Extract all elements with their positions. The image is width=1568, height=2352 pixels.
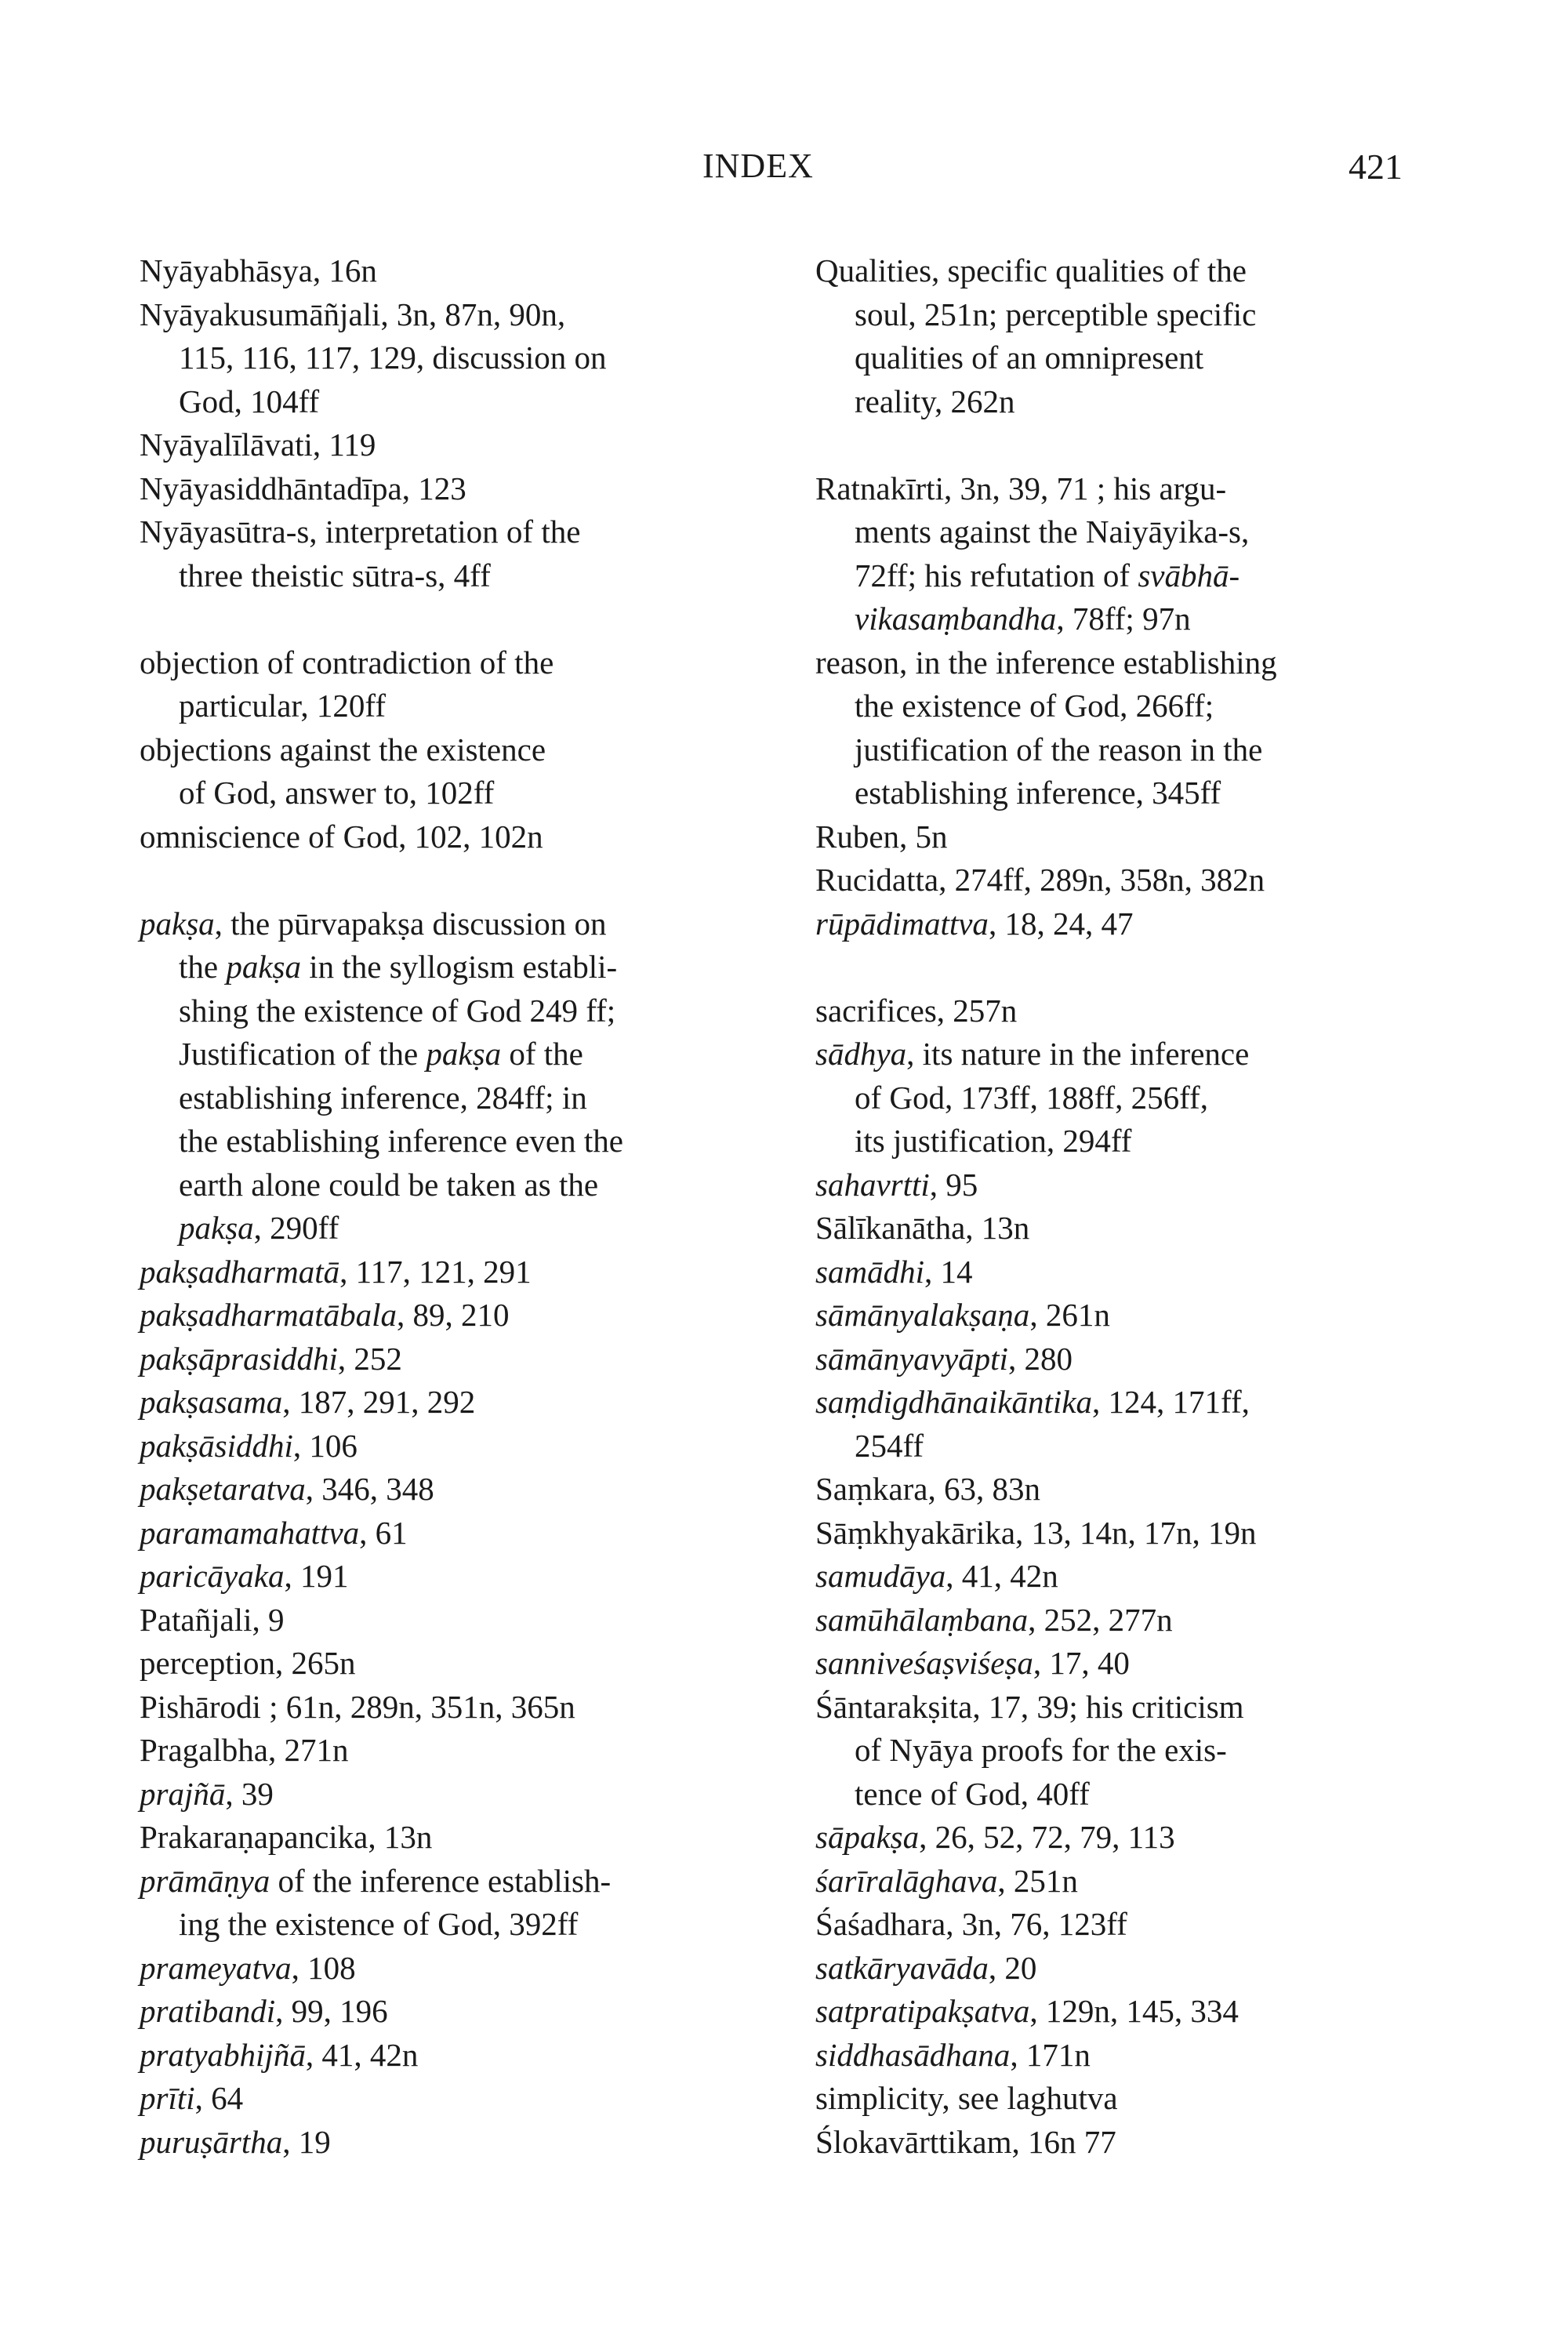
entry-text: , 14 bbox=[924, 1253, 973, 1290]
index-term: svābhā- bbox=[1138, 557, 1240, 593]
index-term: pakṣāprasiddhi bbox=[140, 1340, 338, 1377]
entry-text: reality, 262n bbox=[855, 383, 1015, 419]
running-head bbox=[0, 146, 1568, 193]
entry-text: , 61 bbox=[359, 1514, 408, 1551]
index-entry bbox=[140, 1642, 767, 1686]
entry-text: ments against the Naiyāyika-s, bbox=[855, 514, 1250, 550]
entry-text: , 41, 42n bbox=[305, 2036, 419, 2073]
index-entry bbox=[140, 2034, 767, 2078]
entry-text: , 78ff; 97n bbox=[1056, 601, 1191, 637]
entry-text: of the bbox=[501, 1036, 583, 1072]
entry-text: qualities of an omnipresent bbox=[855, 339, 1204, 376]
index-term: sahavrtti bbox=[815, 1166, 930, 1203]
entry-text: , 191 bbox=[284, 1558, 349, 1594]
index-term: pakṣa bbox=[179, 1210, 254, 1246]
index-term: sāmānyalakṣaṇa bbox=[815, 1297, 1030, 1333]
index-entry bbox=[140, 1729, 767, 1773]
index-entry bbox=[815, 1990, 1443, 2034]
entry-text: , 106 bbox=[292, 1427, 358, 1464]
entry-text: reason, in the inference establishing bbox=[815, 644, 1277, 681]
entry-text: Pragalbha, 271n bbox=[140, 1732, 349, 1768]
index-entry bbox=[140, 902, 767, 1250]
entry-text: Patañjali, 9 bbox=[140, 1601, 285, 1638]
index-entry bbox=[815, 1250, 1443, 1294]
entry-text: of Nyāya proofs for the exis- bbox=[855, 1732, 1227, 1768]
section-gap bbox=[140, 597, 767, 641]
entry-text: , 187, 291, 292 bbox=[282, 1384, 476, 1420]
entry-text: , 129n, 145, 334 bbox=[1029, 1993, 1239, 2029]
index-entry bbox=[815, 1381, 1443, 1468]
section-gap bbox=[815, 423, 1443, 467]
entry-text: the bbox=[179, 949, 227, 985]
index-entry bbox=[815, 2034, 1443, 2078]
index-entry bbox=[815, 2121, 1443, 2165]
entry-text: Nyāyasūtra-s, interpretation of the bbox=[140, 514, 581, 550]
entry-text: shing the existence of God 249 ff; bbox=[179, 992, 616, 1029]
index-entry bbox=[140, 1294, 767, 1338]
entry-text: , 261n bbox=[1029, 1297, 1110, 1333]
index-entry bbox=[140, 467, 767, 511]
entry-text: Sālīkanātha, 13n bbox=[815, 1210, 1030, 1246]
index-term: pakṣadharmatābala bbox=[140, 1297, 397, 1333]
index-term: pakṣa bbox=[140, 905, 215, 942]
entry-text: , 19 bbox=[282, 2123, 331, 2160]
index-entry bbox=[140, 641, 767, 728]
entry-text: soul, 251n; perceptible specific bbox=[855, 296, 1257, 332]
index-entry bbox=[815, 1686, 1443, 1817]
entry-text: , 99, 196 bbox=[275, 1993, 388, 2029]
entry-text: 72ff; his refutation of bbox=[855, 557, 1138, 593]
entry-text: Ratnakīrti, 3n, 39, 71 ; his argu- bbox=[815, 470, 1227, 506]
index-term: rūpādimattva bbox=[815, 905, 989, 942]
entry-text: Nyāyakusumāñjali, 3n, 87n, 90n, bbox=[140, 296, 566, 332]
entry-text: Sāṃkhyakārika, 13, 14n, 17n, 19n bbox=[815, 1514, 1257, 1551]
index-term: pakṣadharmatā bbox=[140, 1253, 340, 1290]
entry-text: 254ff bbox=[855, 1427, 924, 1464]
index-entry bbox=[815, 1555, 1443, 1599]
index-entry bbox=[815, 1163, 1443, 1207]
index-term: sādhya bbox=[815, 1036, 907, 1072]
entry-text: , 89, 210 bbox=[397, 1297, 510, 1333]
entry-text: , 39 bbox=[225, 1775, 274, 1812]
entry-text: in the syllogism establi- bbox=[301, 949, 618, 985]
index-entry bbox=[140, 2077, 767, 2121]
index-term: samudāya bbox=[815, 1558, 946, 1594]
index-entry bbox=[140, 1686, 767, 1730]
index-entry bbox=[815, 1860, 1443, 1904]
index-entry bbox=[140, 1555, 767, 1599]
page-number: 421 bbox=[1348, 147, 1403, 187]
entry-text: , 252 bbox=[337, 1340, 402, 1377]
entry-text: , 290ff bbox=[253, 1210, 339, 1246]
index-term: satkāryavāda bbox=[815, 1949, 989, 1986]
index-entry bbox=[140, 1250, 767, 1294]
index-term: paramamahattva bbox=[140, 1514, 360, 1551]
index-entry bbox=[815, 1033, 1443, 1163]
index-entry bbox=[140, 728, 767, 815]
entry-text: three theistic sūtra-s, 4ff bbox=[179, 557, 491, 593]
entry-text: objection of contradiction of the bbox=[140, 644, 554, 681]
index-term: pakṣetaratva bbox=[140, 1471, 306, 1507]
index-term: sanniveśaṣviśeṣa bbox=[815, 1645, 1033, 1681]
index-entry bbox=[815, 249, 1443, 423]
entry-text: Rucidatta, 274ff, 289n, 358n, 382n bbox=[815, 862, 1265, 898]
entry-text: of God, answer to, 102ff bbox=[179, 775, 495, 811]
index-term: samūhālaṃbana bbox=[815, 1601, 1029, 1638]
entry-text: Ruben, 5n bbox=[815, 818, 948, 855]
index-term: sāpakṣa bbox=[815, 1819, 920, 1855]
index-entry bbox=[140, 2121, 767, 2165]
entry-text: Prakaraṇapancika, 13n bbox=[140, 1819, 433, 1855]
entry-text: , 20 bbox=[988, 1949, 1037, 1986]
entry-text: , 171n bbox=[1010, 2036, 1091, 2073]
index-entry bbox=[815, 989, 1443, 1033]
index-entry bbox=[140, 1947, 767, 1991]
index-term: satpratipakṣatva bbox=[815, 1993, 1030, 2029]
entry-text: establishing inference, 284ff; in bbox=[179, 1079, 587, 1116]
entry-text: , 64 bbox=[194, 2080, 244, 2116]
index-entry bbox=[815, 902, 1443, 946]
index-entry bbox=[140, 1425, 767, 1468]
index-entry bbox=[815, 1642, 1443, 1686]
index-entry bbox=[140, 1816, 767, 1860]
entry-text: , 18, 24, 47 bbox=[988, 905, 1134, 942]
index-term: siddhasādhana bbox=[815, 2036, 1011, 2073]
entry-text: simplicity, see laghutva bbox=[815, 2080, 1118, 2116]
page-title: INDEX bbox=[702, 147, 814, 185]
index-entry bbox=[140, 1512, 767, 1555]
entry-text: God, 104ff bbox=[179, 383, 320, 419]
entry-text: justification of the reason in the bbox=[855, 731, 1263, 768]
entry-text: establishing inference, 345ff bbox=[855, 775, 1221, 811]
index-term: vikasaṃbandha bbox=[855, 601, 1057, 637]
index-entry bbox=[815, 1947, 1443, 1991]
section-gap bbox=[140, 858, 767, 902]
entry-text: 115, 116, 117, 129, discussion on bbox=[179, 339, 607, 376]
index-term: pakṣasama bbox=[140, 1384, 283, 1420]
entry-text: objections against the existence bbox=[140, 731, 546, 768]
index-entry bbox=[140, 815, 767, 859]
entry-text: Saṃkara, 63, 83n bbox=[815, 1471, 1040, 1507]
index-entry bbox=[815, 1599, 1443, 1642]
index-term: prajñā bbox=[140, 1775, 226, 1812]
index-term: puruṣārtha bbox=[140, 2123, 283, 2160]
entry-text: tence of God, 40ff bbox=[855, 1775, 1090, 1812]
index-entry bbox=[815, 467, 1443, 641]
entry-text: , 124, 171ff, bbox=[1092, 1384, 1250, 1420]
entry-text: , 41, 42n bbox=[946, 1558, 1058, 1594]
index-entry bbox=[140, 1599, 767, 1642]
index-term: pakṣāsiddhi bbox=[140, 1427, 293, 1464]
index-entry bbox=[815, 1207, 1443, 1250]
entry-text: perception, 265n bbox=[140, 1645, 356, 1681]
entry-text: Nyāyasiddhāntadīpa, 123 bbox=[140, 470, 466, 506]
index-entry bbox=[815, 2077, 1443, 2121]
index-term: paricāyaka bbox=[140, 1558, 285, 1594]
index-term: prīti bbox=[140, 2080, 195, 2116]
index-term: pratyabhijñā bbox=[140, 2036, 306, 2073]
index-entry bbox=[815, 1468, 1443, 1512]
entry-text: the establishing inference even the bbox=[179, 1123, 623, 1159]
index-entry bbox=[140, 1338, 767, 1381]
index-entry bbox=[140, 510, 767, 597]
entry-text: Nyāyalīlāvati, 119 bbox=[140, 426, 376, 463]
entry-text: Śāntarakṣita, 17, 39; his criticism bbox=[815, 1688, 1244, 1725]
index-term: sāmānyavyāpti bbox=[815, 1340, 1008, 1377]
index-entry bbox=[815, 1338, 1443, 1381]
entry-text: , 280 bbox=[1007, 1340, 1073, 1377]
entry-text: earth alone could be taken as the bbox=[179, 1166, 599, 1203]
entry-text: , the pūrvapakṣa discussion on bbox=[214, 905, 607, 942]
entry-text: the existence of God, 266ff; bbox=[855, 688, 1214, 724]
entry-text: omniscience of God, 102, 102n bbox=[140, 818, 543, 855]
index-entry bbox=[140, 293, 767, 424]
entry-text: Justification of the bbox=[179, 1036, 426, 1072]
entry-text: its justification, 294ff bbox=[855, 1123, 1132, 1159]
index-entry bbox=[140, 249, 767, 293]
index-entry bbox=[815, 858, 1443, 902]
entry-text: Śaśadhara, 3n, 76, 123ff bbox=[815, 1906, 1127, 1942]
index-term: śarīralāghava bbox=[815, 1862, 998, 1899]
index-entry bbox=[815, 1294, 1443, 1338]
entry-text: , 251n bbox=[997, 1862, 1078, 1899]
index-term: saṃdigdhānaikāntika bbox=[815, 1384, 1093, 1420]
entry-text: , its nature in the inference bbox=[906, 1036, 1250, 1072]
entry-text: , 26, 52, 72, 79, 113 bbox=[919, 1819, 1175, 1855]
entry-text: particular, 120ff bbox=[179, 688, 386, 724]
entry-text: Nyāyabhāsya, 16n bbox=[140, 252, 377, 289]
entry-text: of the inference establish- bbox=[270, 1862, 612, 1899]
index-entry bbox=[815, 641, 1443, 815]
index-entry bbox=[140, 423, 767, 467]
index-entry bbox=[140, 1773, 767, 1817]
entry-text: ing the existence of God, 392ff bbox=[179, 1906, 579, 1942]
entry-text: Ślokavārttikam, 16n 77 bbox=[815, 2123, 1116, 2160]
entry-text: , 346, 348 bbox=[305, 1471, 434, 1507]
index-entry bbox=[140, 1468, 767, 1512]
entry-text: , 95 bbox=[929, 1166, 978, 1203]
entry-text: , 17, 40 bbox=[1033, 1645, 1130, 1681]
entry-text: , 252, 277n bbox=[1028, 1601, 1173, 1638]
index-term: pakṣa bbox=[426, 1036, 502, 1072]
entry-text: sacrifices, 257n bbox=[815, 992, 1018, 1029]
index-term: prameyatva bbox=[140, 1949, 292, 1986]
entry-text: Qualities, specific qualities of the bbox=[815, 252, 1247, 289]
left-column bbox=[140, 249, 767, 2164]
section-gap bbox=[815, 946, 1443, 989]
index-term: samādhi bbox=[815, 1253, 924, 1290]
entry-text: of God, 173ff, 188ff, 256ff, bbox=[855, 1079, 1208, 1116]
entry-text: , 117, 121, 291 bbox=[339, 1253, 532, 1290]
index-entry bbox=[140, 1381, 767, 1425]
index-entry bbox=[140, 1860, 767, 1947]
right-column bbox=[815, 249, 1443, 2164]
index-entry bbox=[815, 815, 1443, 859]
entry-text: , 108 bbox=[291, 1949, 356, 1986]
index-term: prāmāṇya bbox=[140, 1862, 270, 1899]
index-term: pakṣa bbox=[226, 949, 301, 985]
index-entry bbox=[140, 1990, 767, 2034]
entry-text: Pishārodi ; 61n, 289n, 351n, 365n bbox=[140, 1688, 575, 1725]
index-entry bbox=[815, 1903, 1443, 1947]
index-entry bbox=[815, 1512, 1443, 1555]
index-term: pratibandi bbox=[140, 1993, 276, 2029]
index-entry bbox=[815, 1816, 1443, 1860]
